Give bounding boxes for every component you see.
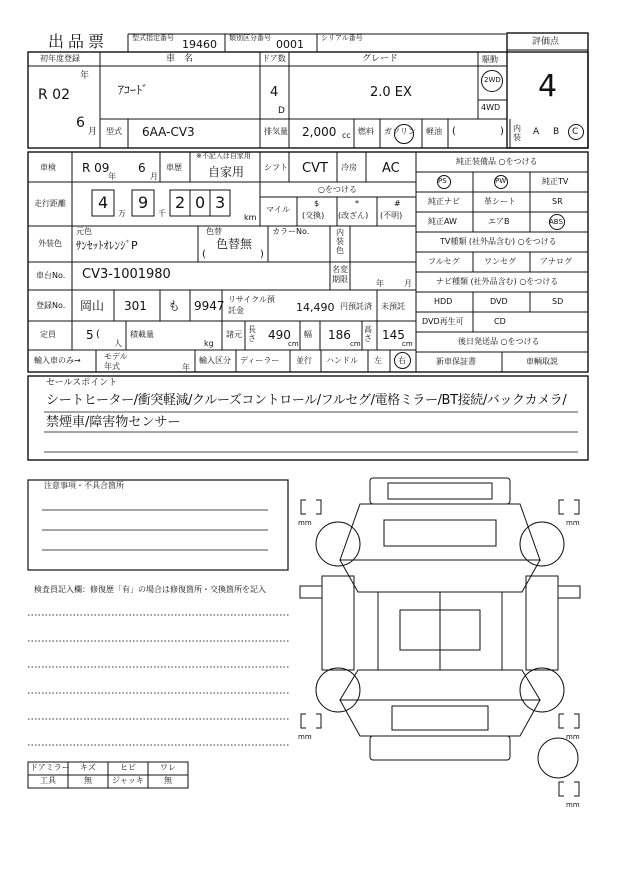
crack-label: ヒビ bbox=[120, 763, 136, 772]
mm-spare: mm bbox=[566, 801, 580, 809]
mileage-digit-2: 9 bbox=[138, 193, 149, 212]
tv-analog: アナログ bbox=[540, 257, 572, 266]
history-note: ※不記入は自家用 bbox=[196, 152, 251, 160]
grade-label: グレード bbox=[362, 54, 399, 64]
displacement-unit: cc bbox=[342, 131, 351, 140]
mm-front-left: mm bbox=[298, 519, 312, 527]
navi-dvd-play: DVD再生可 bbox=[422, 317, 464, 326]
capacity-value: 5 bbox=[86, 328, 94, 342]
rating-label: 評価点 bbox=[532, 37, 560, 47]
mm-rear-left: mm bbox=[298, 733, 312, 741]
jack-value: 無 bbox=[164, 776, 172, 785]
jack-label: ジャッキ bbox=[112, 776, 144, 785]
caution-label: 注意事項・不具合箇所 bbox=[44, 481, 124, 490]
load-label: 積載量 bbox=[130, 330, 154, 339]
dims-label: 諸元 bbox=[226, 330, 242, 339]
sheet-title: 出品票 bbox=[48, 32, 109, 51]
later-manual: 車輌取説 bbox=[526, 357, 558, 366]
displacement-label: 排気量 bbox=[264, 127, 288, 136]
handle-label: ハンドル bbox=[326, 356, 358, 365]
reg-area: 岡山 bbox=[80, 299, 105, 313]
first-reg-month-unit: 月 bbox=[88, 127, 98, 137]
equip-abs: ABS bbox=[549, 218, 563, 226]
navi-cd: CD bbox=[494, 317, 506, 326]
original-color: ｻﾝｾｯﾄｵﾚﾝｼﾞP bbox=[76, 239, 138, 252]
mile-label: マイル bbox=[266, 205, 290, 214]
shift-label: シフト bbox=[264, 163, 288, 172]
recycle-unpaid: 未預託 bbox=[381, 302, 405, 311]
first-reg-month: 6 bbox=[76, 115, 85, 131]
equip-pw: PW bbox=[495, 177, 507, 185]
door-type: D bbox=[278, 106, 285, 116]
reg-class: 301 bbox=[124, 299, 147, 313]
navi-sd: SD bbox=[552, 297, 564, 306]
doors-label: ドア数 bbox=[262, 54, 286, 63]
equip-navi: 純正ナビ bbox=[428, 197, 460, 206]
model-designation-label: 型式指定番号 bbox=[132, 34, 174, 42]
import-label: 輸入車のみ→ bbox=[34, 356, 81, 365]
navi-dvd: DVD bbox=[490, 297, 508, 306]
reg-number: 9947 bbox=[194, 299, 225, 313]
drive-4wd: 4WD bbox=[481, 103, 501, 112]
interior-c: C bbox=[572, 127, 579, 137]
color-no-label: カラーNo. bbox=[272, 227, 310, 236]
inspection-month: 6 bbox=[138, 161, 146, 175]
history-label: 車歴 bbox=[166, 163, 182, 172]
inspection-label: 車検 bbox=[40, 163, 56, 172]
car-name-label: 車 名 bbox=[166, 54, 194, 64]
first-reg-label: 初年度登録 bbox=[40, 54, 80, 63]
chassis-value: CV3-1001980 bbox=[82, 267, 171, 282]
parallel-label: 並行 bbox=[296, 356, 312, 365]
mm-rear-right: mm bbox=[566, 733, 580, 741]
interior-a: A bbox=[533, 127, 540, 137]
interior-label: 内装 bbox=[513, 124, 521, 142]
inspector-label: 検査員記入欄：修復歴「有」の場合は修復箇所・交換箇所を記入 bbox=[34, 585, 266, 594]
mileage-label: 走行距離 bbox=[34, 199, 66, 208]
sales-label: セールスポイント bbox=[46, 378, 118, 388]
equip-airbag: エアB bbox=[488, 217, 510, 226]
inspection-year: R 09 bbox=[82, 161, 110, 175]
first-reg-year: R 02 bbox=[38, 87, 70, 103]
first-reg-year-unit: 年 bbox=[80, 71, 90, 81]
length-value: 490 bbox=[268, 328, 291, 342]
sales-line-1: シートヒーター/衝突軽減/クルーズコントロール/フルセグ/電格ミラー/BT接続/バックカメラ/ bbox=[46, 393, 567, 408]
recycle-value: 14,490 bbox=[296, 301, 335, 314]
reg-label: 登録No. bbox=[36, 301, 66, 310]
later-header: 後日発送品 ○をつける bbox=[458, 337, 540, 346]
auction-sheet: 出品票 型式指定番号 19460 類別区分番号 0001 シリアル番号 評価点 4 初年度登録 年 R 02 6 月 車 名 ｱｺｰﾄﾞ ドア数 4 D グレード 2.0 EX 駆動 2WD 4WD 型式 6AA-CV3 排気量 2,000 cc 燃料 ガソリン 軽油 ( ) 内装 A B C 車検 R 09 年 6 月 車歴 ※不記入は自家用 自家用 シフト CVT 冷房 AC 走行距離 4 万 9 千 2 0 3 km ○をつける マイル $ (交換) * (改ざん) # (不明) 外装色 元色 ｻﾝｾｯﾄｵﾚﾝｼﾞP 色替 色替無 ( ) カラーNo. 内装色 車台No. CV3-1001980 名変期限 年 月 登録No. 岡山 301 も 9947 リサイクル預託金 14,490 円預託済 未預託 定員 5 ( 人 積載量 kg 諸元 長さ 490 cm 幅 186 cm 高さ 145 cm 輸入車のみ→ モデル年式 年 輸入区分 ディーラー 並行 ハンドル 左 右 純正装備品 ○をつける PS PW 純正TV 純正ナビ 革シート SR 純正AW エアB ABS TV種類 (社外品含む) ○をつける フルセグ ワンセグ アナログ ナビ種類 (社外品含む) ○をつける HDD DVD SD DVD再生可 CD 後日発送品 ○をつける 新車保証書 車輌取説 セールスポイント シートヒーター/衝突軽減/クルーズコントロール/フルセグ/電格ミラー/BT接続/バックカメラ/ 禁煙車/障害物センサー 注意事項・不具合箇所 検査員記入欄：修復歴「有」の場合は修復箇所・交換箇所を記入 mm mm mm mm mm ドアミラー キズ ヒビ ワレ 工具 無 ジャッキ 無 bbox=[0, 0, 640, 880]
reg-kana: も bbox=[168, 299, 181, 313]
scratch-label: キズ bbox=[80, 763, 96, 772]
rating-value: 4 bbox=[538, 69, 558, 104]
fuel-gasoline: ガソリン bbox=[384, 127, 416, 136]
color-change: 色替無 bbox=[216, 237, 253, 251]
category-value: 0001 bbox=[276, 38, 304, 51]
height-value: 145 bbox=[382, 328, 405, 342]
car-diagram bbox=[300, 478, 580, 778]
dealer-label: ディーラー bbox=[240, 356, 280, 365]
doors-value: 4 bbox=[270, 85, 279, 100]
left-label: 左 bbox=[374, 356, 382, 365]
tv-header: TV種類 (社外品含む) ○をつける bbox=[440, 237, 557, 246]
color-label: 外装色 bbox=[38, 239, 62, 248]
ac-label: 冷房 bbox=[341, 163, 357, 172]
ac-value: AC bbox=[382, 161, 400, 176]
grade-value: 2.0 EX bbox=[370, 85, 412, 100]
later-warranty: 新車保証書 bbox=[436, 357, 476, 366]
mileage-digit-5: 3 bbox=[215, 193, 226, 212]
car-name-value: ｱｺｰﾄﾞ bbox=[118, 83, 149, 97]
import-div-label: 輸入区分 bbox=[199, 356, 231, 365]
mileage-digit-1: 4 bbox=[98, 193, 109, 212]
door-mirror-label: ドアミラー bbox=[30, 763, 70, 772]
name-change-label: 名変期限 bbox=[332, 265, 348, 284]
model-year-label: モデル年式 bbox=[104, 352, 128, 371]
equip-tv: 純正TV bbox=[542, 177, 569, 186]
drive-2wd: 2WD bbox=[484, 76, 501, 84]
mileage-digit-4: 0 bbox=[195, 193, 206, 212]
equip-aw: 純正AW bbox=[428, 217, 457, 226]
equip-sr: SR bbox=[552, 197, 563, 206]
broken-label: ワレ bbox=[160, 763, 176, 772]
navi-hdd: HDD bbox=[434, 297, 453, 306]
tools-value: 無 bbox=[84, 776, 92, 785]
tv-oneseg: ワンセグ bbox=[484, 257, 516, 266]
sales-line-2: 禁煙車/障害物センサー bbox=[46, 415, 181, 430]
equip-leather: 革シート bbox=[484, 197, 516, 206]
oem-header: 純正装備品 ○をつける bbox=[456, 157, 538, 166]
mileage-digit-3: 2 bbox=[175, 193, 186, 212]
equip-ps: PS bbox=[438, 177, 447, 185]
category-label: 類別区分番号 bbox=[229, 34, 271, 42]
width-value: 186 bbox=[328, 328, 351, 342]
mm-front-right: mm bbox=[566, 519, 580, 527]
circle-note: ○をつける bbox=[318, 185, 357, 194]
recycle-label: リサイクル預託金 bbox=[228, 295, 275, 315]
model-designation-value: 19460 bbox=[182, 38, 217, 51]
tv-fullseg: フルセグ bbox=[428, 257, 460, 266]
shift-value: CVT bbox=[302, 161, 328, 176]
fuel-label: 燃料 bbox=[358, 127, 374, 136]
interior-b: B bbox=[553, 127, 560, 137]
fuel-light-oil: 軽油 bbox=[426, 127, 442, 136]
navi-header: ナビ種類 (社外品含む) ○をつける bbox=[436, 277, 559, 286]
drive-label: 駆動 bbox=[482, 55, 498, 64]
right-label: 右 bbox=[398, 356, 406, 365]
capacity-label: 定員 bbox=[40, 330, 56, 339]
history-value: 自家用 bbox=[208, 165, 245, 179]
displacement-value: 2,000 bbox=[302, 125, 337, 139]
serial-label: シリアル番号 bbox=[321, 34, 363, 42]
model-type-label: 型式 bbox=[106, 127, 122, 136]
interior-color-label: 内装色 bbox=[336, 228, 344, 255]
model-type-value: 6AA-CV3 bbox=[142, 125, 195, 139]
tools-label: 工具 bbox=[40, 776, 56, 785]
chassis-label: 車台No. bbox=[36, 271, 66, 280]
